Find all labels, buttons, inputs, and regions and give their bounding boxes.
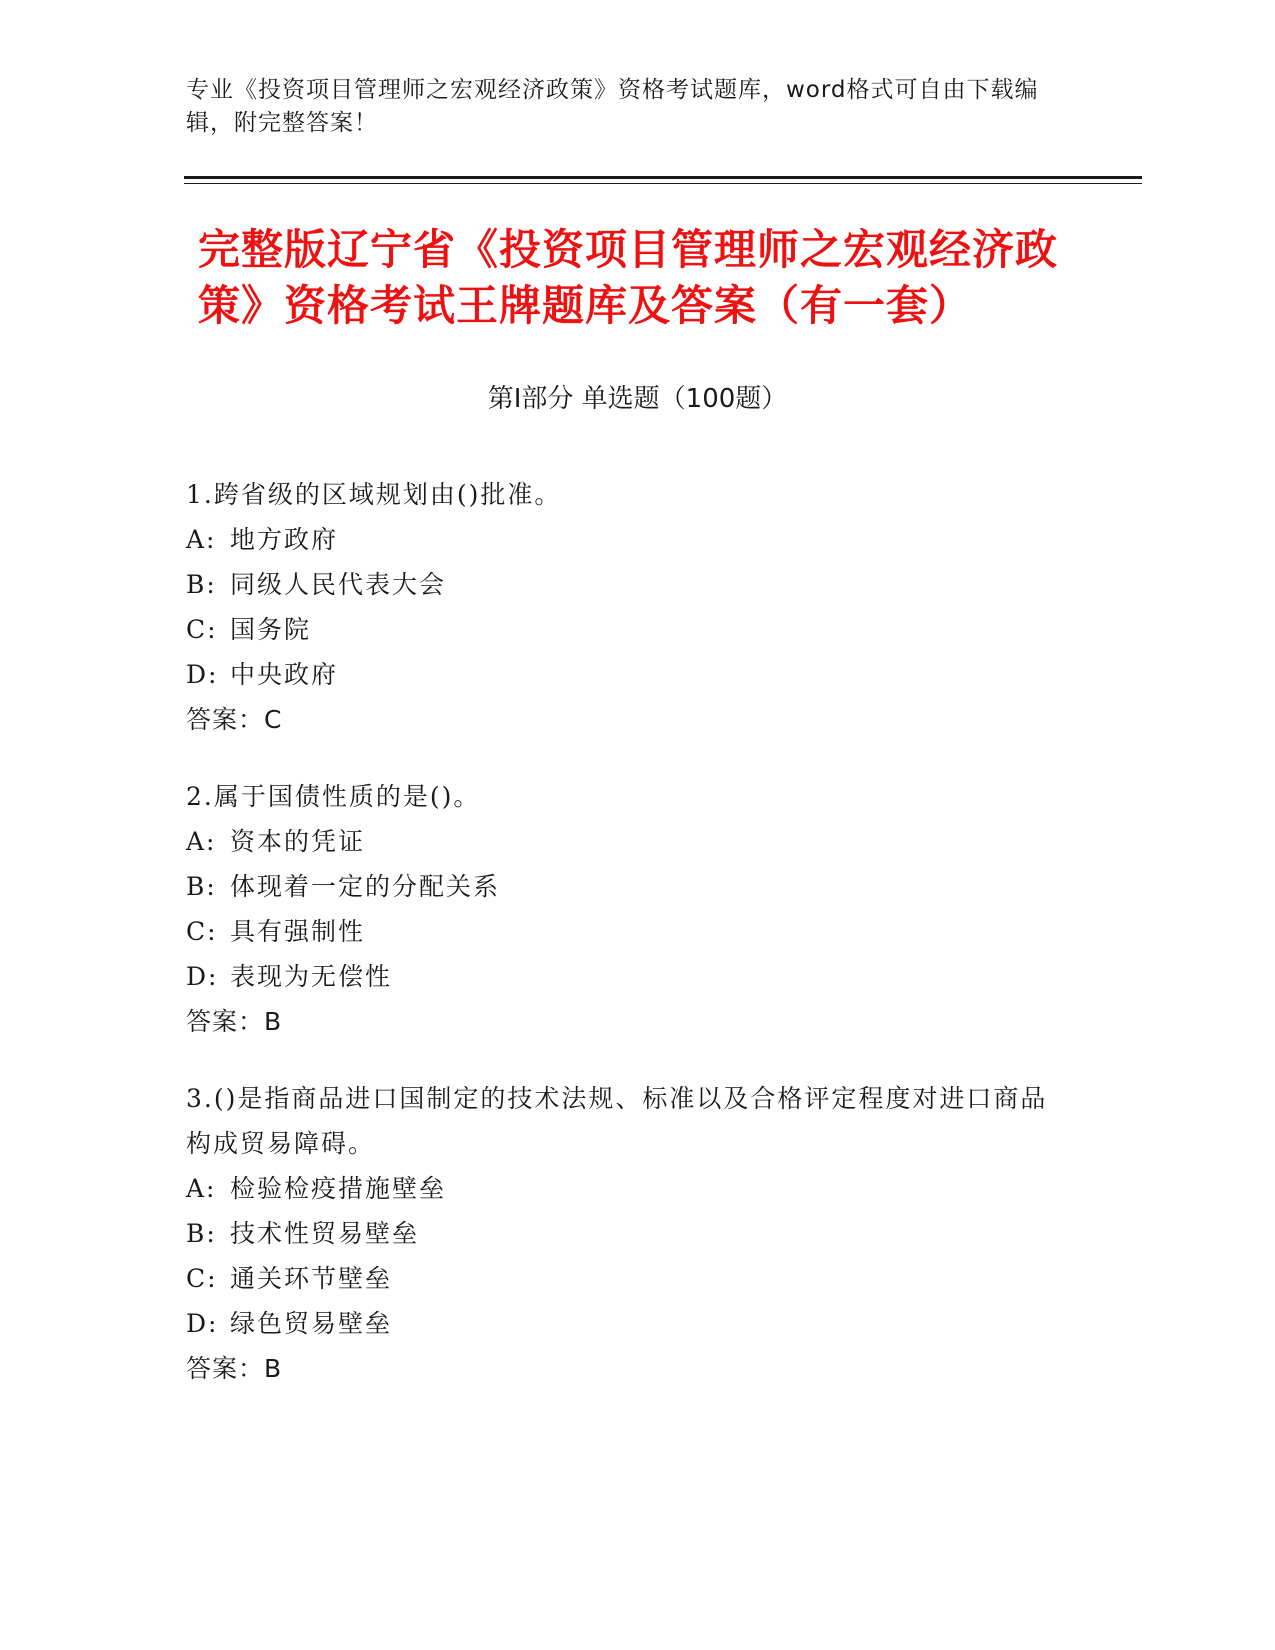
option-text: 同级人民代表大会 bbox=[230, 570, 447, 599]
option-letter: B: bbox=[186, 872, 217, 901]
option-letter: C: bbox=[186, 917, 218, 946]
header-rule-thick bbox=[184, 176, 1142, 179]
option-a bbox=[186, 819, 1066, 864]
option-letter: A: bbox=[186, 525, 217, 554]
option-text: 具有强制性 bbox=[230, 917, 366, 946]
option-a bbox=[186, 1166, 1066, 1211]
header-rule-thin bbox=[184, 183, 1142, 184]
question-3 bbox=[186, 1076, 1066, 1391]
section-heading: 第Ⅰ部分 单选题（100题） bbox=[487, 384, 788, 414]
header-note: 专业《投资项目管理师之宏观经济政策》资格考试题库，word格式可自由下载编辑，附完整答案！ bbox=[186, 77, 1039, 136]
option-b bbox=[186, 1211, 1066, 1256]
answer-line: 答案：C bbox=[186, 705, 283, 734]
option-text: 通关环节壁垒 bbox=[230, 1264, 393, 1293]
question-1 bbox=[186, 472, 1066, 742]
option-c bbox=[186, 1256, 1066, 1301]
answer-line: 答案：B bbox=[186, 1007, 283, 1036]
option-letter: B: bbox=[186, 570, 217, 599]
option-d bbox=[186, 652, 1066, 697]
option-letter: C: bbox=[186, 615, 218, 644]
question-stem: 2.属于国债性质的是()。 bbox=[186, 782, 481, 811]
option-letter: D: bbox=[186, 660, 219, 689]
option-c bbox=[186, 607, 1066, 652]
option-text: 国务院 bbox=[230, 615, 312, 644]
option-c bbox=[186, 909, 1066, 954]
option-letter: A: bbox=[186, 827, 217, 856]
option-letter: A: bbox=[186, 1174, 217, 1203]
answer-line: 答案：B bbox=[186, 1354, 283, 1383]
question-stem: 3.()是指商品进口国制定的技术法规、标准以及合格评定程度对进口商品构成贸易障碍。 bbox=[186, 1084, 1048, 1158]
question-stem: 1.跨省级的区域规划由()批准。 bbox=[186, 480, 562, 509]
option-b bbox=[186, 864, 1066, 909]
option-text: 资本的凭证 bbox=[230, 827, 366, 856]
option-text: 表现为无偿性 bbox=[230, 962, 393, 991]
option-text: 体现着一定的分配关系 bbox=[230, 872, 501, 901]
option-letter: B: bbox=[186, 1219, 217, 1248]
option-b bbox=[186, 562, 1066, 607]
option-text: 中央政府 bbox=[230, 660, 339, 689]
question-list bbox=[186, 472, 1066, 1423]
option-d bbox=[186, 1301, 1066, 1346]
option-text: 绿色贸易壁垒 bbox=[230, 1309, 393, 1338]
option-text: 检验检疫措施壁垒 bbox=[230, 1174, 447, 1203]
option-letter: D: bbox=[186, 1309, 219, 1338]
option-letter: D: bbox=[186, 962, 219, 991]
option-text: 技术性贸易壁垒 bbox=[230, 1219, 420, 1248]
option-text: 地方政府 bbox=[230, 525, 339, 554]
option-d bbox=[186, 954, 1066, 999]
question-2 bbox=[186, 774, 1066, 1044]
document-title: 完整版辽宁省《投资项目管理师之宏观经济政策》资格考试王牌题库及答案（有一套） bbox=[198, 225, 1059, 330]
option-letter: C: bbox=[186, 1264, 218, 1293]
option-a bbox=[186, 517, 1066, 562]
